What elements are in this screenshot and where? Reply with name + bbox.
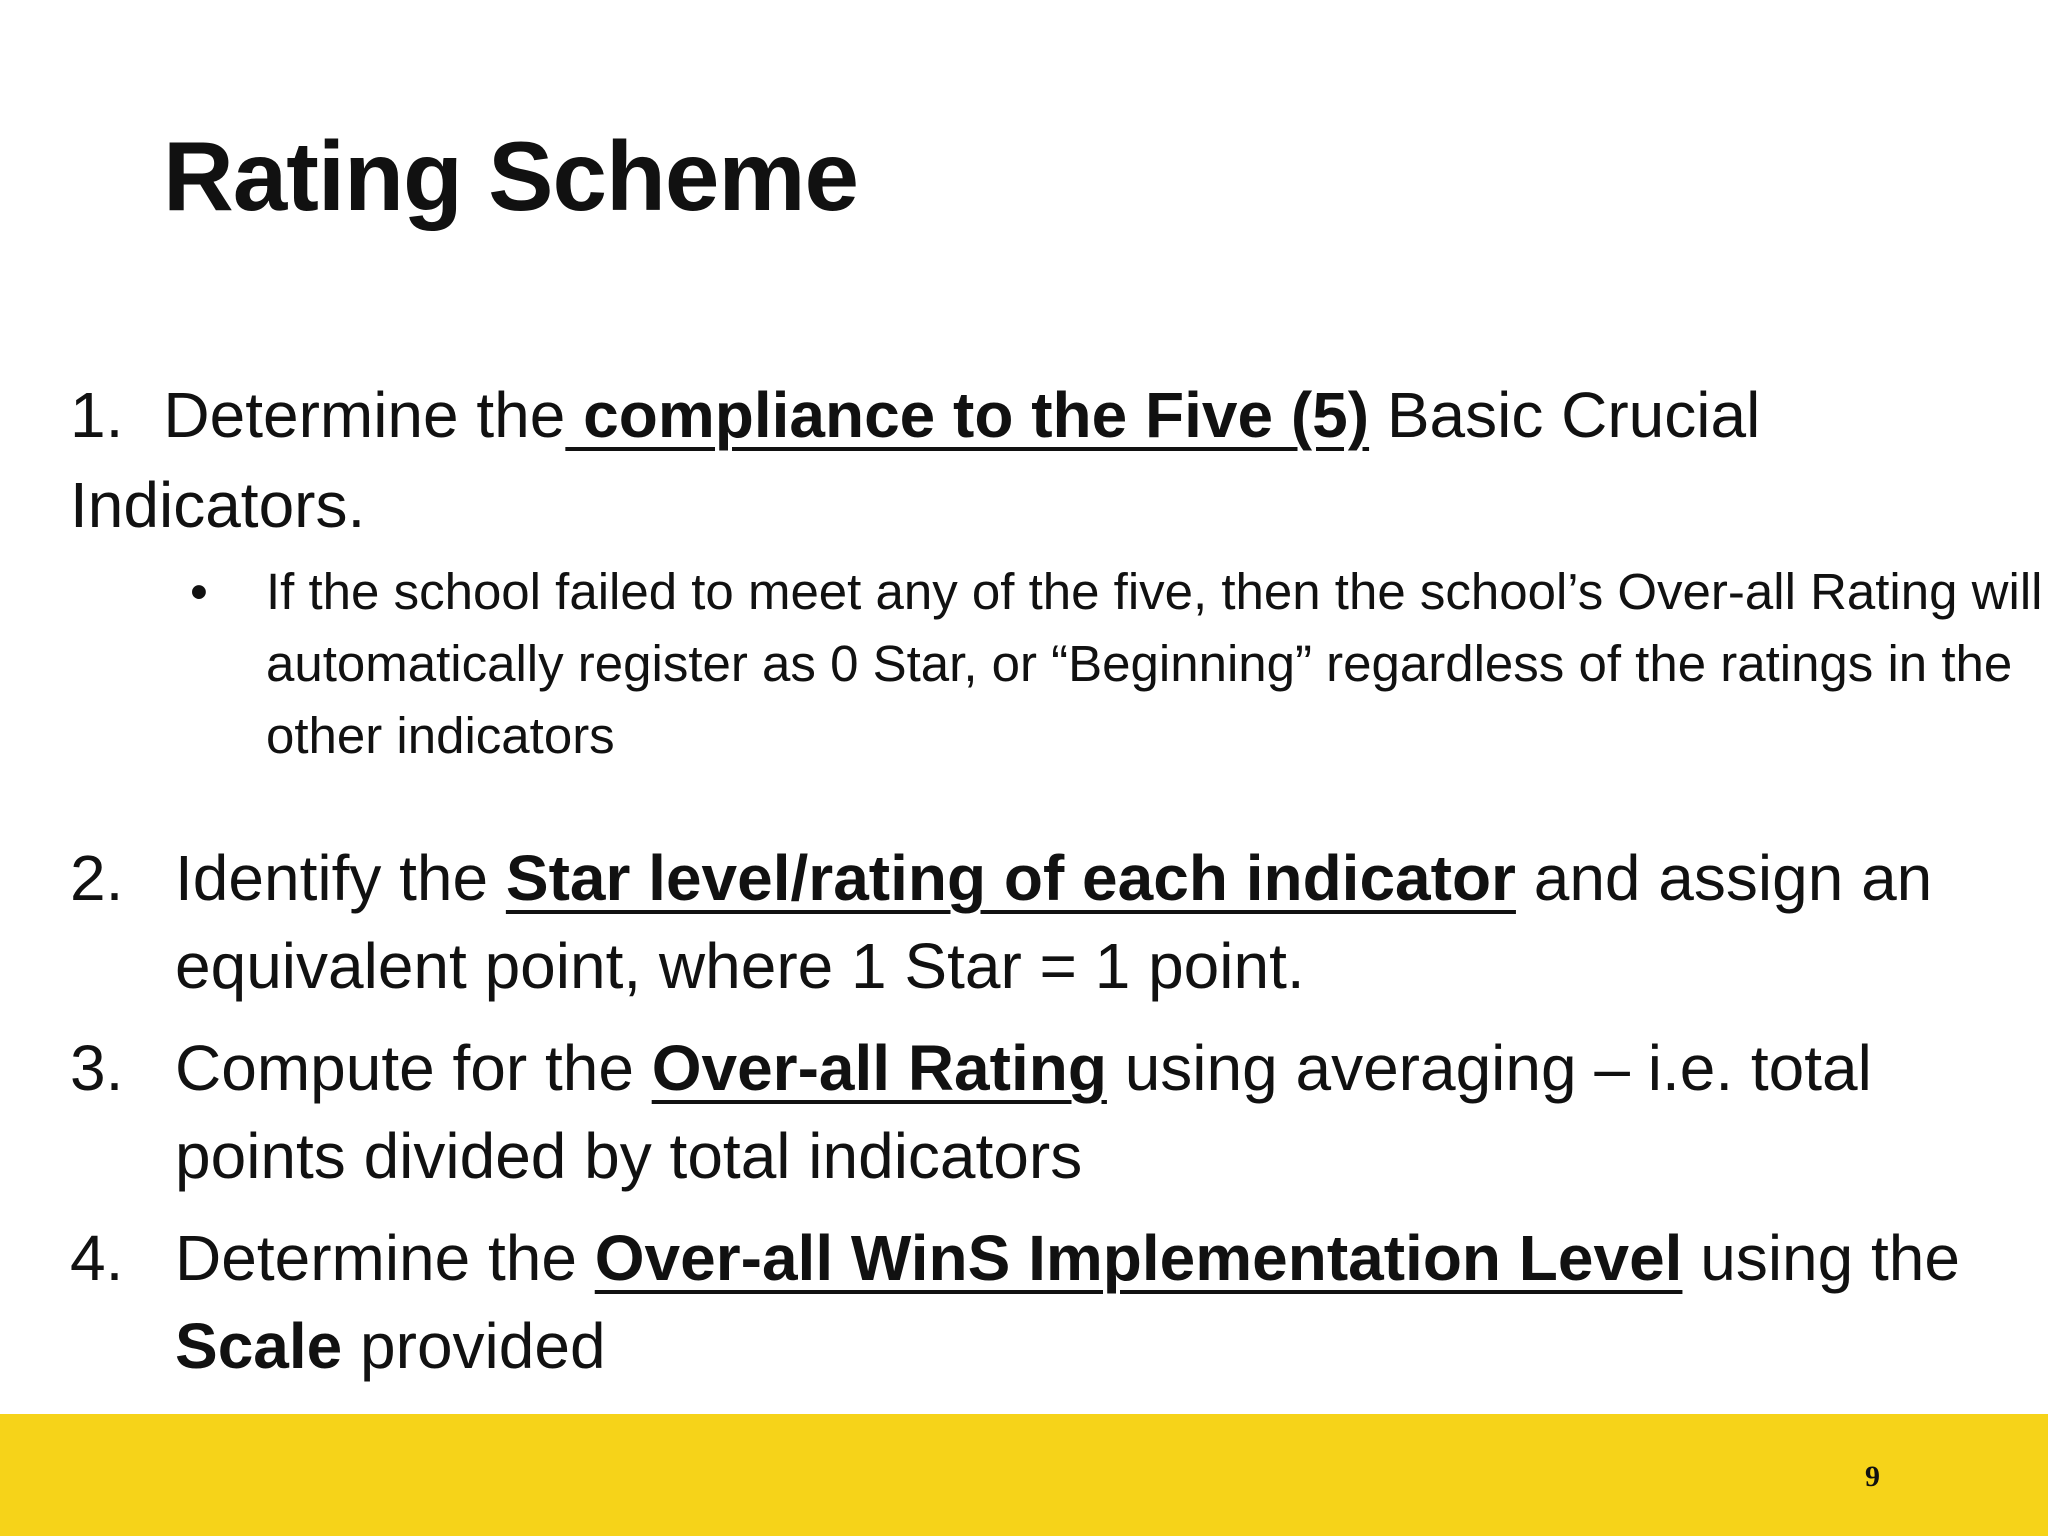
item-text-post: using averaging – i.e. total points divided by total indicators xyxy=(175,1032,1872,1192)
item-continuation: Indicators. xyxy=(70,469,366,541)
item-number: 3. xyxy=(70,1032,124,1104)
slide-content xyxy=(70,370,2043,1390)
item-text-pre: Identify the xyxy=(175,842,506,914)
item-text-post: and assign an equivalent point, where 1 Star = 1 point. xyxy=(175,842,1933,1002)
bullet-icon: • xyxy=(190,563,208,620)
sub-bullet xyxy=(190,556,2048,772)
list-item-1 xyxy=(70,370,2010,550)
item-emphasis: Star level/rating of each indicator xyxy=(505,842,1516,914)
item-number: 1. xyxy=(70,379,124,451)
slide-title: Rating Scheme xyxy=(163,121,858,231)
item-text-pre: Determine the xyxy=(163,379,566,451)
sub-bullet-text: If the school failed to meet any of the five, then the school’s Over-all Rating will automatically register as 0 Star, or “Beginning” regardless of the ratings in the other indicators xyxy=(266,563,2043,764)
list-item-3 xyxy=(70,1024,2010,1200)
item-emphasis: Over-all WinS Implementation Level xyxy=(594,1222,1683,1294)
item-text-post: using the xyxy=(1682,1222,1960,1294)
item-emphasis: Over-all Rating xyxy=(651,1032,1107,1104)
item-text-post2: provided xyxy=(342,1310,606,1382)
item-text-post: Basic Crucial xyxy=(1369,379,1761,451)
footer-bar xyxy=(0,1414,2048,1536)
list-item-4 xyxy=(70,1214,2010,1390)
item-bold-word: Scale xyxy=(175,1310,343,1382)
item-text-pre: Compute for the xyxy=(175,1032,652,1104)
item-number: 2. xyxy=(70,842,124,914)
page-number: 9 xyxy=(1865,1460,1880,1493)
item-number: 4. xyxy=(70,1222,124,1294)
item-emphasis: compliance to the Five (5) xyxy=(565,379,1370,451)
list-item-2 xyxy=(70,834,2010,1010)
item-text-pre: Determine the xyxy=(175,1222,595,1294)
